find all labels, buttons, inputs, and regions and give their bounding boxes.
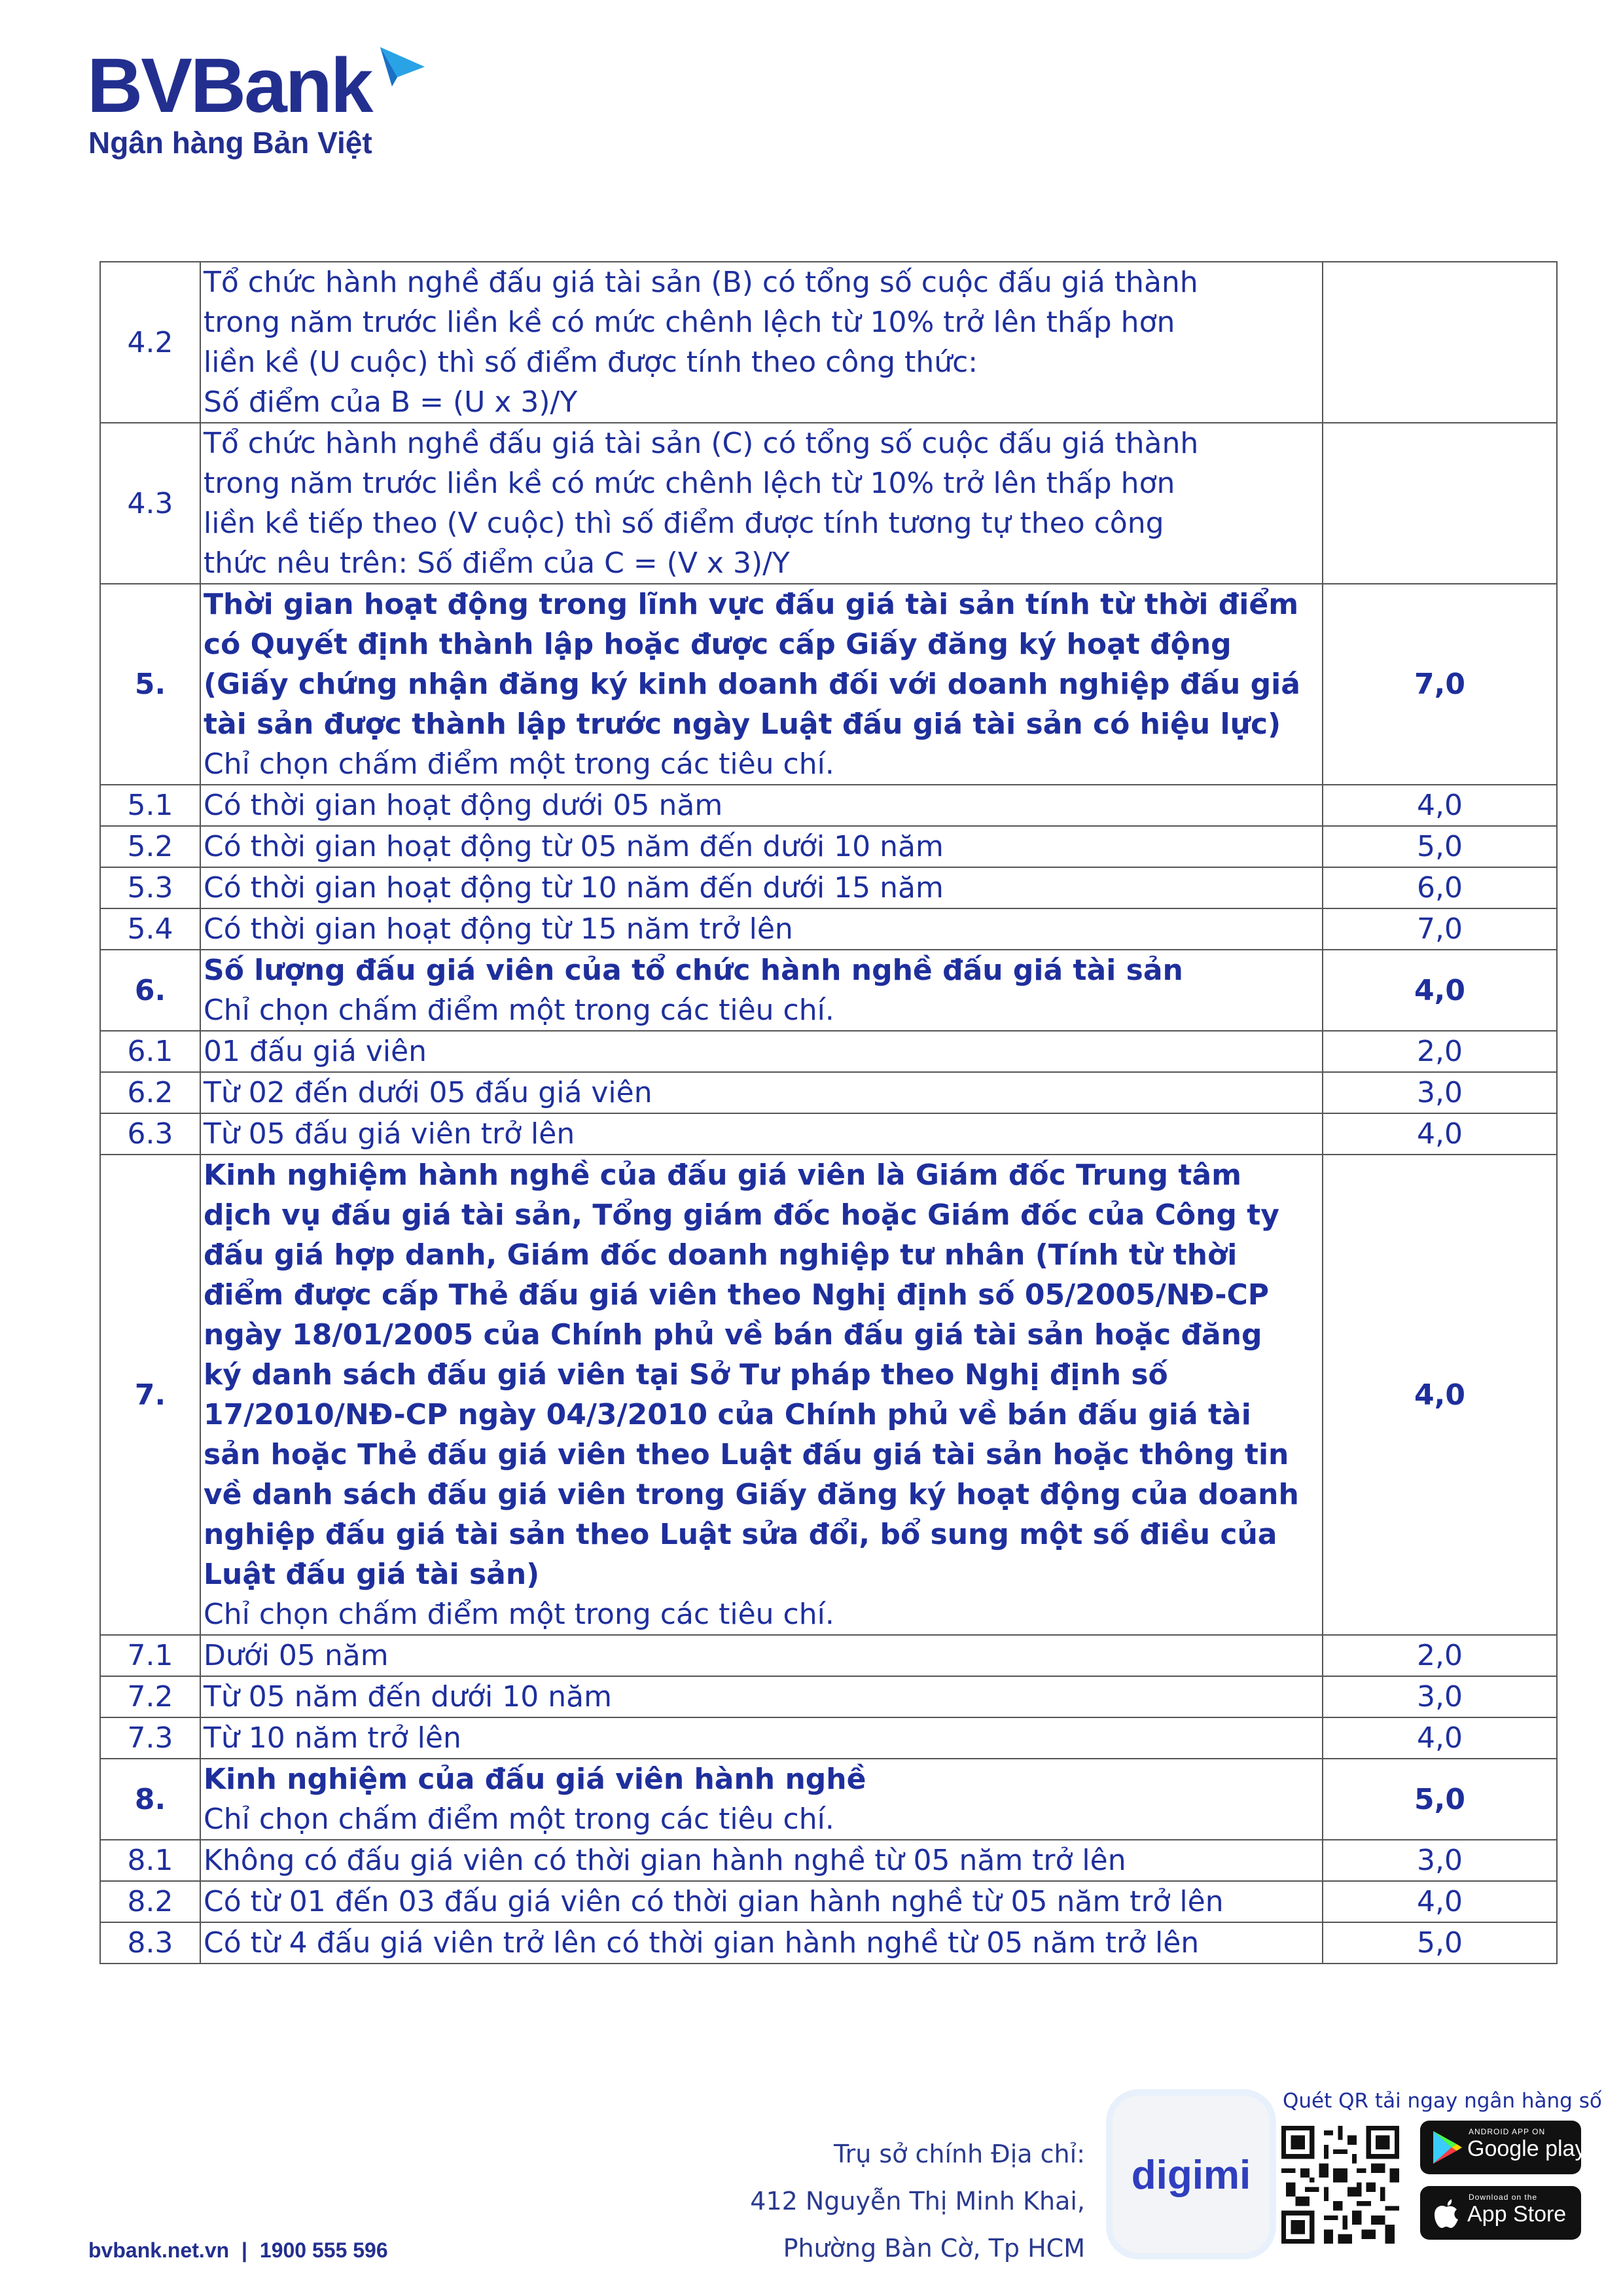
- table-row: [100, 1676, 1557, 1717]
- criterion-points: 4,0: [1323, 1717, 1557, 1759]
- hotline[interactable]: 1900 555 596: [259, 2238, 388, 2262]
- criterion-line: Có thời gian hoạt động từ 10 năm đến dưới 15 năm: [204, 871, 944, 905]
- criterion-line: Không có đấu giá viên có thời gian hành nghề từ 05 năm trở lên: [204, 1844, 1126, 1877]
- criterion-title-line: nghiệp đấu giá tài sản theo Luật sửa đổi, bổ sung một số điều của: [204, 1518, 1277, 1551]
- criterion-line: Có thời gian hoạt động dưới 05 năm: [204, 789, 723, 822]
- criterion-text: [200, 262, 1323, 423]
- criterion-title-line: dịch vụ đấu giá tài sản, Tổng giám đốc hoặc Giám đốc của Công ty: [204, 1198, 1279, 1232]
- footer-contact: [88, 2238, 388, 2263]
- scoring-table: [99, 261, 1558, 1964]
- criterion-line: Có thời gian hoạt động từ 05 năm đến dưới 10 năm: [204, 830, 944, 863]
- criterion-title-line: ký danh sách đấu giá viên tại Sở Tư pháp theo Nghị định số: [204, 1358, 1168, 1391]
- criterion-number: 7.2: [100, 1676, 200, 1717]
- criterion-number: 8.1: [100, 1840, 200, 1881]
- table-row: [100, 1881, 1557, 1922]
- criterion-note: Chỉ chọn chấm điểm một trong các tiêu chí.: [204, 747, 834, 781]
- criterion-number: 5.3: [100, 867, 200, 908]
- criterion-points: 5,0: [1323, 826, 1557, 867]
- criterion-text: [200, 1155, 1323, 1635]
- google-play-icon: [1429, 2130, 1463, 2165]
- criterion-note: Chỉ chọn chấm điểm một trong các tiêu chí.: [204, 994, 834, 1027]
- criterion-text: [200, 1881, 1323, 1922]
- criterion-text: [200, 1717, 1323, 1759]
- criterion-line: Tổ chức hành nghề đấu giá tài sản (B) có tổng số cuộc đấu giá thành: [204, 266, 1198, 299]
- google-play-label: Google play: [1467, 2136, 1586, 2161]
- criterion-title-line: 17/2010/NĐ-CP ngày 04/3/2010 của Chính phủ về bán đấu giá tài: [204, 1398, 1251, 1431]
- criterion-title-line: Luật đấu giá tài sản): [204, 1558, 540, 1591]
- criterion-number: 7.3: [100, 1717, 200, 1759]
- table-row: [100, 1840, 1557, 1881]
- criterion-line: Từ 10 năm trở lên: [204, 1721, 461, 1755]
- table-row: [100, 1072, 1557, 1113]
- table-row: [100, 826, 1557, 867]
- criterion-text: [200, 1759, 1323, 1840]
- criterion-text: [200, 867, 1323, 908]
- bvbank-logo: [87, 43, 440, 162]
- app-store-label: App Store: [1467, 2202, 1567, 2227]
- table-row: [100, 1759, 1557, 1840]
- table-row: [100, 785, 1557, 826]
- criterion-line: thức nêu trên: Số điểm của C = (V x 3)/Y: [204, 547, 790, 580]
- criterion-line: Tổ chức hành nghề đấu giá tài sản (C) có tổng số cuộc đấu giá thành: [204, 427, 1199, 460]
- criterion-title-line: tài sản được thành lập trước ngày Luật đấu giá tài sản có hiệu lực): [204, 708, 1281, 741]
- criterion-title-line: (Giấy chứng nhận đăng ký kinh doanh đối với doanh nghiệp đấu giá: [204, 668, 1300, 701]
- criterion-number: 6.: [100, 950, 200, 1031]
- apple-icon: [1429, 2195, 1463, 2231]
- qr-label: Quét QR tải ngay ngân hàng số: [1283, 2089, 1602, 2113]
- criterion-text: [200, 1840, 1323, 1881]
- criterion-points: 4,0: [1323, 1155, 1557, 1635]
- criterion-text: [200, 785, 1323, 826]
- logo-triangle-icon: [380, 47, 426, 88]
- criterion-title-line: Kinh nghiệm của đấu giá viên hành nghề: [204, 1763, 866, 1796]
- criterion-line: Từ 02 đến dưới 05 đấu giá viên: [204, 1076, 652, 1109]
- criterion-number: 5.1: [100, 785, 200, 826]
- qr-code-icon[interactable]: [1281, 2126, 1399, 2244]
- criterion-title-line: về danh sách đấu giá viên trong Giấy đăng ký hoạt động của doanh: [204, 1478, 1299, 1511]
- criterion-text: [200, 826, 1323, 867]
- criterion-points: 7,0: [1323, 584, 1557, 785]
- criterion-points: [1323, 423, 1557, 584]
- criterion-line: Số điểm của B = (U x 3)/Y: [204, 386, 578, 419]
- table-row: [100, 950, 1557, 1031]
- criterion-note: Chỉ chọn chấm điểm một trong các tiêu chí.: [204, 1598, 834, 1631]
- criterion-text: [200, 423, 1323, 584]
- criterion-line: 01 đấu giá viên: [204, 1035, 427, 1068]
- criterion-title-line: Số lượng đấu giá viên của tổ chức hành nghề đấu giá tài sản: [204, 954, 1183, 987]
- criterion-line: liền kề tiếp theo (V cuộc) thì số điểm được tính tương tự theo công: [204, 507, 1164, 540]
- criterion-line: liền kề (U cuộc) thì số điểm được tính theo công thức:: [204, 346, 978, 379]
- criterion-line: Từ 05 đấu giá viên trở lên: [204, 1117, 575, 1151]
- head-office-address: [750, 2130, 1085, 2272]
- criterion-text: [200, 1113, 1323, 1155]
- criterion-line: Có từ 01 đến 03 đấu giá viên có thời gian hành nghề từ 05 năm trở lên: [204, 1885, 1224, 1918]
- criterion-text: [200, 1031, 1323, 1072]
- criterion-number: 8.2: [100, 1881, 200, 1922]
- app-store-caption: Download on the: [1469, 2193, 1538, 2202]
- criterion-number: 7.1: [100, 1635, 200, 1676]
- digimi-app-icon[interactable]: [1113, 2096, 1270, 2253]
- criterion-title-line: Thời gian hoạt động trong lĩnh vực đấu giá tài sản tính từ thời điểm: [204, 588, 1299, 621]
- criterion-points: [1323, 262, 1557, 423]
- brand-tagline: Ngân hàng Bản Việt: [88, 126, 372, 160]
- criterion-line: trong năm trước liền kề có mức chênh lệch từ 10% trở lên thấp hơn: [204, 467, 1175, 500]
- address-line: 412 Nguyễn Thị Minh Khai,: [750, 2187, 1085, 2215]
- table-row: [100, 1113, 1557, 1155]
- criterion-points: 6,0: [1323, 867, 1557, 908]
- criterion-line: Từ 05 năm đến dưới 10 năm: [204, 1680, 612, 1713]
- criterion-title-line: điểm được cấp Thẻ đấu giá viên theo Nghị định số 05/2005/NĐ-CP: [204, 1278, 1269, 1312]
- criterion-title-line: có Quyết định thành lập hoặc được cấp Giấy đăng ký hoạt động: [204, 628, 1232, 661]
- criterion-title-line: Kinh nghiệm hành nghề của đấu giá viên là Giám đốc Trung tâm: [204, 1158, 1241, 1192]
- website-link[interactable]: bvbank.net.vn: [88, 2238, 230, 2262]
- criterion-line: Dưới 05 năm: [204, 1639, 389, 1672]
- google-play-caption: ANDROID APP ON: [1469, 2127, 1546, 2136]
- criterion-text: [200, 1635, 1323, 1676]
- table-row: [100, 1635, 1557, 1676]
- criterion-number: 6.2: [100, 1072, 200, 1113]
- digimi-app-name: digimi: [1131, 2153, 1251, 2198]
- criterion-number: 8.: [100, 1759, 200, 1840]
- table-row: [100, 262, 1557, 423]
- app-store-button[interactable]: [1420, 2186, 1581, 2240]
- criterion-points: 4,0: [1323, 950, 1557, 1031]
- criterion-points: 4,0: [1323, 785, 1557, 826]
- criterion-points: 3,0: [1323, 1072, 1557, 1113]
- table-row: [100, 1031, 1557, 1072]
- criterion-text: [200, 908, 1323, 950]
- criterion-number: 7.: [100, 1155, 200, 1635]
- address-line: Phường Bàn Cờ, Tp HCM: [783, 2234, 1085, 2263]
- criterion-text: [200, 584, 1323, 785]
- criterion-points: 2,0: [1323, 1635, 1557, 1676]
- criterion-text: [200, 950, 1323, 1031]
- google-play-button[interactable]: [1420, 2121, 1586, 2174]
- criterion-points: 4,0: [1323, 1881, 1557, 1922]
- table-row: [100, 423, 1557, 584]
- table-row: [100, 1922, 1557, 1964]
- criterion-number: 5.2: [100, 826, 200, 867]
- criterion-points: 2,0: [1323, 1031, 1557, 1072]
- criterion-line: Có từ 4 đấu giá viên trở lên có thời gian hành nghề từ 05 năm trở lên: [204, 1926, 1200, 1960]
- criterion-text: [200, 1922, 1323, 1964]
- table-row: [100, 584, 1557, 785]
- address-line: Trụ sở chính Địa chỉ:: [833, 2140, 1085, 2168]
- criterion-points: 4,0: [1323, 1113, 1557, 1155]
- criterion-note: Chỉ chọn chấm điểm một trong các tiêu chí.: [204, 1803, 834, 1836]
- footer-separator: |: [241, 2238, 247, 2262]
- criterion-number: 4.3: [100, 423, 200, 584]
- criterion-points: 3,0: [1323, 1840, 1557, 1881]
- criterion-number: 6.1: [100, 1031, 200, 1072]
- criterion-points: 7,0: [1323, 908, 1557, 950]
- table-row: [100, 908, 1557, 950]
- criterion-number: 6.3: [100, 1113, 200, 1155]
- criterion-number: 8.3: [100, 1922, 200, 1964]
- criterion-title-line: đấu giá hợp danh, Giám đốc doanh nghiệp tư nhân (Tính từ thời: [204, 1238, 1238, 1272]
- table-row: [100, 1717, 1557, 1759]
- criterion-title-line: ngày 18/01/2005 của Chính phủ về bán đấu giá tài sản hoặc đăng: [204, 1318, 1262, 1352]
- criterion-line: trong năm trước liền kề có mức chênh lệch từ 10% trở lên thấp hơn: [204, 306, 1175, 339]
- criterion-text: [200, 1072, 1323, 1113]
- criterion-line: Có thời gian hoạt động từ 15 năm trở lên: [204, 912, 793, 946]
- table-row: [100, 867, 1557, 908]
- criterion-text: [200, 1676, 1323, 1717]
- criterion-number: 4.2: [100, 262, 200, 423]
- criterion-points: 5,0: [1323, 1759, 1557, 1840]
- criterion-number: 5.: [100, 584, 200, 785]
- criterion-points: 3,0: [1323, 1676, 1557, 1717]
- criterion-points: 5,0: [1323, 1922, 1557, 1964]
- criterion-title-line: sản hoặc Thẻ đấu giá viên theo Luật đấu giá tài sản hoặc thông tin: [204, 1438, 1289, 1471]
- brand-name: BVBank: [87, 43, 372, 129]
- criterion-number: 5.4: [100, 908, 200, 950]
- table-row: [100, 1155, 1557, 1635]
